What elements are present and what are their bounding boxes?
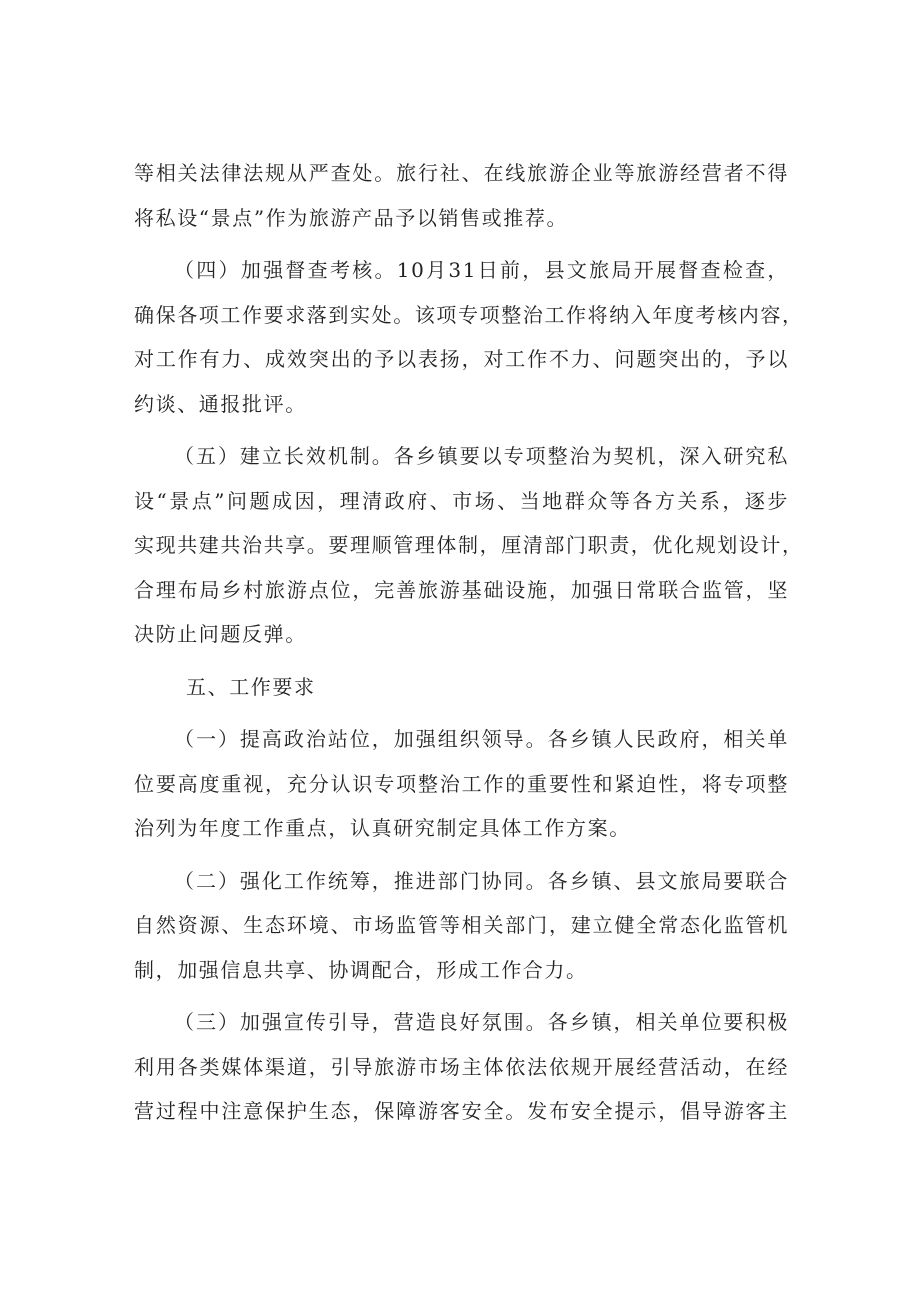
text-line: 设“景点”问题成因，理清政府、市场、当地群众等各方关系，逐步 xyxy=(134,488,789,513)
text-line: 等相关法律法规从严查处。旅行社、在线旅游企业等旅游经营者不得 xyxy=(134,161,789,185)
text-line: 位要高度重视，充分认识专项整治工作的重要性和紧迫性，将专项整 xyxy=(134,771,789,796)
text-line: （五）建立长效机制。各乡镇要以专项整治为契机，深入研究私 xyxy=(174,444,789,468)
text-line: （一）提高政治站位，加强组织领导。各乡镇人民政府，相关单 xyxy=(174,727,789,751)
text-line: 利用各类媒体渠道，引导旅游市场主体依法依规开展经营活动，在经 xyxy=(134,1054,789,1079)
text-line: 制，加强信息共享、协调配合，形成工作合力。 xyxy=(134,957,588,982)
text-line: 营过程中注意保护生态，保障游客安全。发布安全提示，倡导游客主 xyxy=(134,1099,789,1123)
text-line: （三）加强宣传引导，营造良好氛围。各乡镇，相关单位要积极 xyxy=(174,1010,789,1034)
text-line: 确保各项工作要求落到实处。该项专项整治工作将纳入年度考核内容， xyxy=(134,302,804,327)
paragraph-long-term-mechanism xyxy=(134,434,804,657)
text-line: 对工作有力、成效突出的予以表扬，对工作不力、问题突出的，予以 xyxy=(134,347,789,371)
paragraph-continuation xyxy=(134,151,789,240)
text-line: 治列为年度工作重点，认真研究制定具体工作方案。 xyxy=(134,816,631,840)
text-line: 合理布局乡村旅游点位，完善旅游基础设施，加强日常联合监管，坚 xyxy=(134,577,789,602)
text-line: 约谈、通报批评。 xyxy=(134,391,307,416)
text-line: （四）加强督查考核。10月31日前，县文旅局开展督查检查， xyxy=(174,258,789,282)
paragraph-publicity xyxy=(134,1000,789,1134)
section-heading xyxy=(134,665,789,710)
text-line: 将私设“景点”作为旅游产品予以销售或推荐。 xyxy=(134,205,569,230)
paragraph-supervision xyxy=(134,248,804,426)
section-heading-text: 五、工作要求 xyxy=(186,674,316,699)
text-line: 决防止问题反弹。 xyxy=(134,622,307,646)
text-line: 实现共建共治共享。要理顺管理体制，厘清部门职责，优化规划设计， xyxy=(134,533,804,557)
document-body xyxy=(134,151,804,1142)
text-line: （二）强化工作统筹，推进部门协同。各乡镇、县文旅局要联合 xyxy=(174,868,789,893)
paragraph-coordination xyxy=(134,859,789,993)
paragraph-political-stance xyxy=(134,717,789,851)
text-line: 自然资源、生态环境、市场监管等相关部门，建立健全常态化监管机 xyxy=(134,913,789,937)
